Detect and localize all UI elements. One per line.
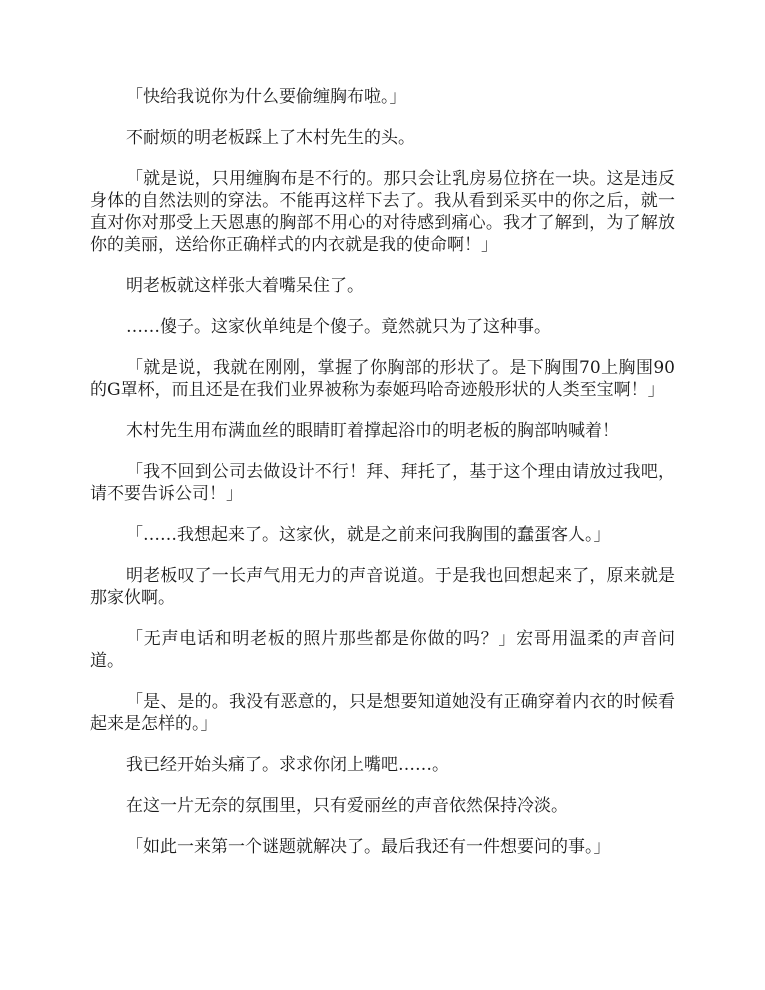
document-page xyxy=(90,86,675,877)
paragraph: 「……我想起来了。这家伙，就是之前来问我胸围的蠢蛋客人。」 xyxy=(126,525,611,545)
paragraph: 明老板就这样张大着嘴呆住了。 xyxy=(126,276,364,296)
paragraph: 「就是说，我就在刚刚，掌握了你胸部的形状了。是下胸围70上胸围90的G罩杯，而且还是在我们业界被称为泰姬玛哈奇迹般形状的人类至宝啊！」 xyxy=(90,358,675,400)
paragraph: 不耐烦的明老板踩上了木村先生的头。 xyxy=(126,128,415,148)
paragraph: 木村先生用布满血丝的眼睛盯着撑起浴巾的明老板的胸部呐喊着！ xyxy=(126,421,619,441)
paragraph: 「就是说，只用缠胸布是不行的。那只会让乳房易位挤在一块。这是违反身体的自然法则的穿法。不能再这样下去了。我从看到采买中的你之后，就一直对你对那受上天恩惠的胸部不用心的对待感到痛心。我才了解到，为了解放你的美丽，送给你正确样式的内衣就是我的使命啊！」 xyxy=(90,169,675,255)
paragraph: ……傻子。这家伙单纯是个傻子。竟然就只为了这种事。 xyxy=(126,317,551,337)
paragraph: 「是、是的。我没有恶意的，只是想要知道她没有正确穿着内衣的时候看起来是怎样的。」 xyxy=(90,692,675,734)
paragraph: 在这一片无奈的氛围里，只有爱丽丝的声音依然保持冷淡。 xyxy=(126,796,568,816)
paragraph: 「如此一来第一个谜题就解决了。最后我还有一件想要问的事。」 xyxy=(126,837,611,857)
paragraph: 明老板叹了一长声气用无力的声音说道。于是我也回想起来了，原来就是那家伙啊。 xyxy=(90,566,675,608)
paragraph: 「无声电话和明老板的照片那些都是你做的吗？」宏哥用温柔的声音问道。 xyxy=(90,629,675,671)
paragraph: 「快给我说你为什么要偷缠胸布啦。」 xyxy=(126,87,407,107)
paragraph: 我已经开始头痛了。求求你闭上嘴吧……。 xyxy=(126,755,449,775)
paragraph: 「我不回到公司去做设计不行！拜、拜托了，基于这个理由请放过我吧，请不要告诉公司！」 xyxy=(90,462,675,504)
